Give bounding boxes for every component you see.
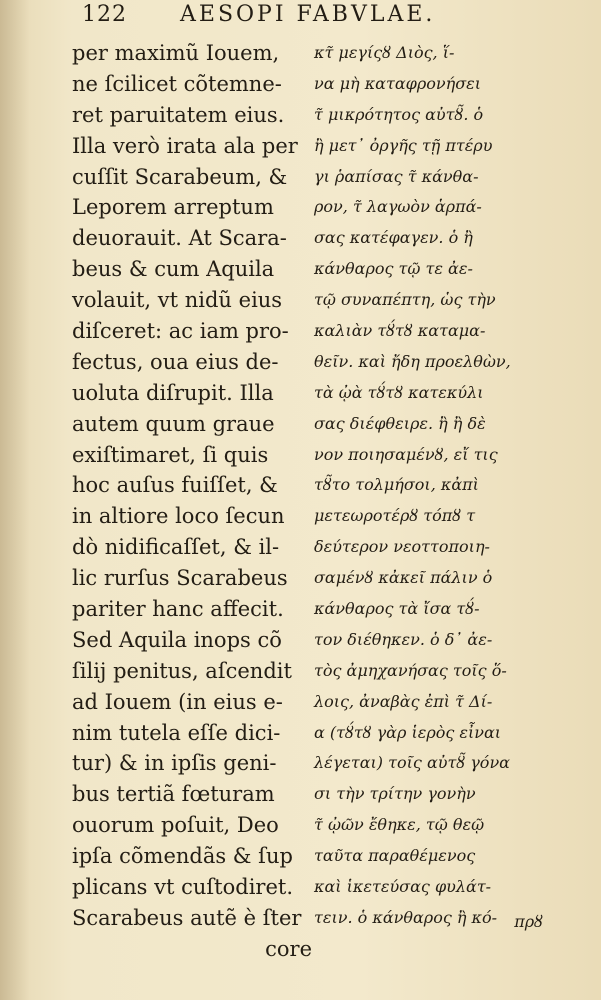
greek-text-line: τ̃ ᾠῶν ἔθηκε, τῷ θεῷ: [314, 815, 485, 835]
latin-text-line: nim tutela eſſe dici-: [72, 720, 281, 745]
latin-text-line: beus & cum Aquila: [72, 257, 275, 282]
latin-text-line: ad Iouem (in eius e-: [72, 689, 283, 714]
greek-text-line: ἢ μετ᾽ ὀργῆς τῇ πτέρυ: [314, 135, 493, 155]
page-number: 122: [82, 2, 127, 27]
catchword: πρȣ: [514, 912, 543, 931]
greek-text-line: κάνθαρος τὰ ἴσα τȣ́-: [314, 599, 480, 619]
latin-text-line: plicans vt cuſtodiret.: [72, 875, 293, 900]
latin-text-line: Leporem arreptum: [72, 195, 274, 220]
greek-text-line: καλιὰν τȣ́τȣ καταμα-: [314, 321, 486, 341]
greek-text-line: καὶ ἱκετεύσας φυλάτ-: [314, 877, 492, 897]
latin-text-line: fectus, oua eius de-: [72, 349, 279, 374]
latin-text-line: per maximũ Iouem,: [72, 41, 280, 65]
greek-text-line: τὰ ᾠὰ τȣ́τȣ κατεκύλι: [314, 382, 484, 402]
latin-text-line: exiſtimaret, ſi quis: [72, 442, 269, 467]
greek-text-line: γι ῥαπίσας τ̃ κάνθα-: [314, 166, 479, 186]
greek-text-line: τὸς ἀμηχανήσας τοῖς ὅ-: [314, 660, 507, 680]
latin-text-line: ſilij penitus, aſcendit: [72, 658, 292, 683]
latin-text-line: Sed Aquila inops cõ: [72, 627, 282, 652]
latin-text-line: cuſſit Scarabeum, &: [72, 164, 288, 189]
greek-text-line: ρον, τ̃ λαγωὸν ἁρπά-: [314, 197, 482, 217]
latin-text-line: pariter hanc affecit.: [72, 597, 284, 622]
latin-text-line: diſceret: ac iam pro-: [72, 319, 289, 344]
greek-text-line: νον ποιησαμένȣ, εἴ τις: [314, 444, 498, 464]
greek-text-line: μετεωροτέρȣ τόπȣ τ: [314, 506, 476, 526]
latin-text-line: hoc auſus fuiſſet, &: [72, 473, 278, 498]
greek-text-line: τȣ̃το τολμήσοι, κἀπὶ: [314, 475, 479, 495]
greek-text-line: τον διέθηκεν. ὁ δ᾽ ἀε-: [314, 629, 493, 649]
latin-text-line: bus tertiã fœturam: [72, 782, 275, 807]
greek-text-line: τ̃ μικρότητος αὐτȣ̃. ὁ: [314, 104, 484, 124]
latin-column: [72, 38, 312, 965]
gutter-shadow: [0, 0, 30, 1000]
latin-text-line: ipſa cõmendãs & ſup: [72, 844, 293, 869]
greek-column: [314, 38, 554, 934]
greek-text-line: θεῖν. καὶ ἤδη προελθὼν,: [314, 351, 511, 371]
running-title: AESOPI FABVLAE.: [180, 2, 436, 27]
greek-text-line: ταῦτα παραθέμενος: [314, 846, 476, 866]
latin-text-line: lic rurſus Scarabeus: [72, 566, 288, 591]
latin-text-line: Illa verò irata ala per: [72, 133, 298, 158]
latin-text-line: dò nidificaſſet, & il-: [72, 535, 280, 560]
greek-text-line: κάνθαρος τῷ τε ἀε-: [314, 259, 473, 279]
greek-text-line: κτ̃ μεγίςȣ Διὸς, ἵ-: [314, 43, 455, 62]
page-header: [0, 2, 601, 36]
greek-text-line: λέγεται) τοῖς αὐτȣ̃ γόνα: [314, 753, 510, 773]
latin-text-line: Scarabeus autẽ è ſter: [72, 905, 302, 930]
greek-text-line: τῷ συναπέπτη, ὡς τὴν: [314, 290, 496, 310]
latin-text-line: uoluta diſrupit. Illa: [72, 380, 274, 405]
latin-text-line: tur) & in ipſis geni-: [72, 751, 277, 776]
latin-text-line: autem quum graue: [72, 411, 275, 436]
greek-text-line: σας διέφθειρε. ἢ ἢ δὲ: [314, 413, 486, 433]
greek-text-line: λοις, ἀναβὰς ἐπὶ τ̃ Δί-: [314, 691, 493, 711]
latin-text-line: ne ſcilicet cõtemne-: [72, 71, 282, 96]
greek-text-line: σαμένȣ κἀκεῖ πάλιν ὁ: [314, 568, 493, 588]
latin-text-line: ouorum poſuit, Deo: [72, 813, 279, 838]
latin-text-line: volauit, vt nidũ eius: [72, 288, 283, 313]
greek-text-line: σι τὴν τρίτην γονὴν: [314, 784, 476, 804]
greek-text-line: να μὴ καταφρονήσει: [314, 73, 481, 93]
greek-text-line: α (τȣ́τȣ γὰρ ἱερὸς εἶναι: [314, 722, 502, 742]
latin-text-line: deuorauit. At Scara-: [72, 226, 287, 251]
greek-text-line: σας κατέφαγεν. ὁ ἢ: [314, 228, 473, 248]
greek-text-line: τειν. ὁ κάνθαρος ἢ κό-: [314, 907, 498, 927]
latin-text-line: in altiore loco ſecun: [72, 504, 285, 529]
latin-text-line: core: [265, 936, 312, 961]
greek-text-line: δεύτερον νεοττοποιη-: [314, 537, 490, 557]
latin-text-line: ret paruitatem eius.: [72, 102, 285, 127]
